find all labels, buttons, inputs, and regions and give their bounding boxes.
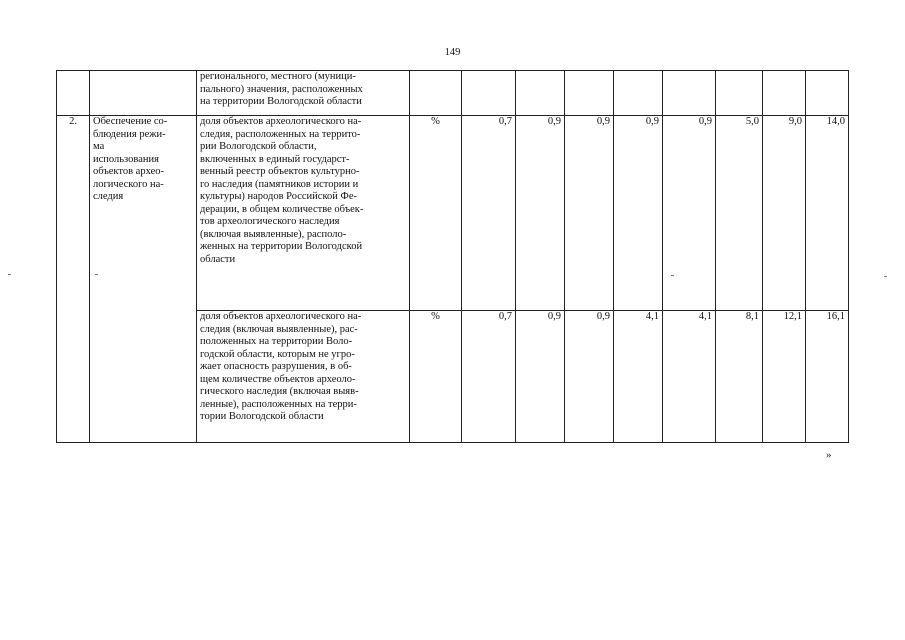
value-text: 0,9 [645, 116, 659, 127]
indicator-cell [197, 311, 410, 443]
indicator-text: регионального, местного (муници- пального) значения, расположенных на территории Вологодской области [200, 71, 363, 107]
value-cell [462, 71, 516, 116]
value-cell [516, 116, 565, 311]
continuation-mark: » [826, 449, 832, 461]
goal-cell [90, 116, 197, 443]
value-cell [462, 311, 516, 443]
unit-text: % [431, 311, 440, 322]
value-text: 0,9 [596, 116, 610, 127]
row-index-cell [57, 71, 90, 116]
value-cell [565, 311, 614, 443]
unit-text: % [431, 116, 440, 127]
value-cell [663, 116, 716, 311]
value-text: 14,0 [826, 116, 845, 127]
value-cell [516, 311, 565, 443]
value-cell [462, 116, 516, 311]
scan-artifact [671, 275, 674, 276]
value-text: 12,1 [783, 311, 802, 322]
value-cell [806, 311, 849, 443]
value-text: 0,9 [547, 116, 561, 127]
value-cell [716, 116, 763, 311]
row-index: 2. [69, 116, 77, 127]
value-text: 0,9 [596, 311, 610, 322]
value-cell [716, 311, 763, 443]
unit-cell [410, 71, 462, 116]
scan-artifact [8, 274, 11, 275]
value-cell [806, 71, 849, 116]
value-cell [806, 116, 849, 311]
goal-text: Обеспечение со- блюдения режи- ма использования объектов архео- логического на- следия [93, 116, 168, 202]
value-cell [763, 71, 806, 116]
value-cell [516, 71, 565, 116]
value-cell [614, 116, 663, 311]
value-cell [565, 116, 614, 311]
value-cell [763, 311, 806, 443]
value-cell [614, 311, 663, 443]
table-row [57, 116, 849, 311]
value-text: 5,0 [745, 116, 759, 127]
value-text: 4,1 [698, 311, 712, 322]
goal-cell [90, 71, 197, 116]
value-cell [763, 116, 806, 311]
indicator-text: доля объектов археологического на- следия (включая выявленные), рас- положенных на территории Воло- годской области, которым не угро- жает опасность разрушения, в об- щем количестве объектов археоло- гического наследия (включая выяв- ленные), расположенных на терри- тории Вологодской области [200, 311, 362, 422]
value-text: 16,1 [826, 311, 845, 322]
indicator-text: доля объектов археологического на- следия, расположенных на террито- рии Вологодской области, включенных в единый государст- венный реестр объектов культурно- го наследия (памятников истории и культуры) народов Российской Фе- дерации, в общем количестве объек- тов археологического наследия (включая выявленные), располо- женных на территории Вологодской области [200, 116, 364, 265]
value-cell [663, 311, 716, 443]
scan-artifact [95, 274, 98, 275]
value-text: 0,9 [698, 116, 712, 127]
value-text: 0,9 [547, 311, 561, 322]
row-index-cell [57, 116, 90, 443]
indicators-table [56, 70, 849, 443]
value-text: 4,1 [645, 311, 659, 322]
value-cell [565, 71, 614, 116]
value-text: 8,1 [745, 311, 759, 322]
value-cell [716, 71, 763, 116]
value-cell [614, 71, 663, 116]
page-number: 149 [444, 47, 461, 58]
table-row [57, 71, 849, 116]
value-text: 9,0 [788, 116, 802, 127]
unit-cell [410, 116, 462, 311]
indicator-cell [197, 71, 410, 116]
indicator-cell [197, 116, 410, 311]
value-text: 0,7 [498, 116, 512, 127]
value-cell [663, 71, 716, 116]
unit-cell [410, 311, 462, 443]
scan-artifact [884, 276, 887, 277]
value-text: 0,7 [498, 311, 512, 322]
